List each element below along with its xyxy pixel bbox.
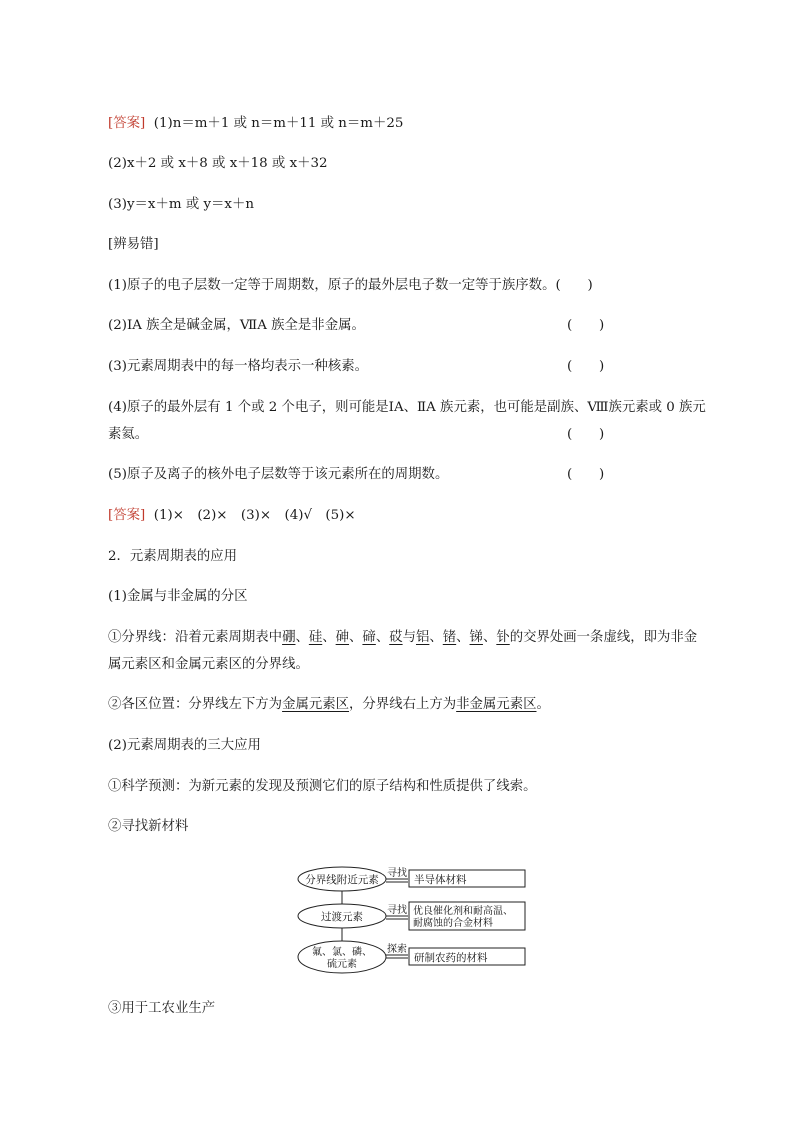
nonmetal-zone: 非金属元素区 (456, 697, 537, 712)
judge-item-4-line-2: 素氦。 (108, 427, 149, 442)
metal-zone: 金属元素区 (282, 697, 350, 712)
geqv-mid: ，分界线右上方为 (349, 697, 457, 712)
judge-item-3 (108, 358, 368, 376)
answer-2 (108, 507, 356, 525)
diagram-right-2b: 耐腐蚀的合金材料 (413, 918, 493, 929)
geqv-lead: ②各区位置：分界线左下方为 (108, 697, 283, 712)
fenjie-mid: 与 (402, 630, 416, 645)
diagram-left-1: 分界线附近元素 (305, 874, 379, 886)
answer-tag: [答案] (108, 116, 146, 131)
judge-item-text: (5)原子及离子的核外电子层数等于该元素所在的周期数。 (108, 467, 449, 482)
answer-1-line-3: (3)y＝x＋m 或 y＝x＋n (108, 197, 254, 212)
judge-item-text: (3)元素周期表中的每一格均表示一种核素。 (108, 359, 368, 374)
fenjie-line-1: ①分界线：沿着元素周期表中硼、硅、砷、碲、砹与铝、锗、锑、钋的交界处画一条虚线，即为非金 (108, 630, 698, 645)
application-3: ③用于工农业生产 (108, 1001, 216, 1016)
element-at: 砹 (389, 630, 403, 645)
judge-item-5-paren: ( ) (567, 467, 605, 482)
judge-item-text: (2)ⅠA 族全是碱金属，ⅦA 族全是非金属。 (108, 318, 365, 333)
element-sb: 锑 (469, 630, 483, 645)
diagram-left-2: 过渡元素 (321, 911, 363, 923)
judge-item-4-line-1: (4)原子的最外层有 1 个或 2 个电子，则可能是ⅠA、ⅡA 族元素，也可能是副族、Ⅷ族元素或 0 族元 (108, 400, 706, 415)
diagram-verb-1: 寻找 (387, 868, 407, 879)
judge-item-1: (1)原子的电子层数一定等于周期数，原子的最外层电子数一定等于族序数。( ) (108, 278, 593, 293)
geqv-end: 。 (536, 697, 550, 712)
element-te: 碲 (362, 630, 376, 645)
application-2: ②寻找新材料 (108, 819, 189, 834)
answer-1-line-2: (2)x＋2 或 x＋8 或 x＋18 或 x＋32 (108, 156, 328, 171)
diagram-verb-3: 探索 (387, 944, 407, 955)
fenjie-tail: 的交界处画一条虚线，即为非金 (509, 630, 698, 645)
diagram-right-1: 半导体材料 (414, 874, 467, 886)
answer-text: (1)× (2)× (3)× (4)√ (5)× (153, 508, 356, 523)
geqv-line (108, 696, 550, 714)
diagram-left-3b: 硫元素 (327, 959, 357, 970)
element-b: 硼 (282, 630, 296, 645)
section-2-heading: 2．元素周期表的应用 (108, 549, 238, 564)
diagram-verb-2: 寻找 (387, 905, 407, 916)
bianyicuo-heading: [辨易错] (108, 237, 159, 252)
judge-item-2-paren: ( ) (567, 318, 605, 333)
answer-text: (1)n＝m＋1 或 n＝m＋11 或 n＝m＋25 (153, 116, 404, 131)
judge-item-2 (108, 317, 365, 335)
element-al: 铝 (415, 630, 430, 645)
element-si: 硅 (308, 630, 323, 645)
diagram-right-2a: 优良催化剂和耐高温、 (413, 906, 513, 917)
subsection-2-heading: (2)元素周期表的三大应用 (108, 738, 261, 753)
fenjie-lead: ①分界线：沿着元素周期表中 (108, 630, 283, 645)
judge-item-4-paren: ( ) (567, 427, 605, 442)
element-as: 砷 (335, 630, 350, 645)
element-po: 钋 (496, 630, 510, 645)
answer-1-line-1 (108, 115, 403, 133)
answer-tag: [答案] (108, 508, 146, 523)
judge-item-3-paren: ( ) (567, 359, 605, 374)
judge-item-5 (108, 466, 448, 484)
fenjie-line-2: 属元素区和金属元素区的分界线。 (108, 657, 309, 672)
application-1: ①科学预测：为新元素的发现及预测它们的原子结构和性质提供了线索。 (108, 779, 537, 794)
diagram-right-3: 研制农药的材料 (414, 952, 488, 964)
materials-diagram (296, 858, 532, 976)
subsection-1-heading: (1)金属与非金属的分区 (108, 589, 248, 604)
diagram-left-3a: 氟、氯、磷、 (312, 947, 372, 958)
element-ge: 锗 (442, 630, 457, 645)
